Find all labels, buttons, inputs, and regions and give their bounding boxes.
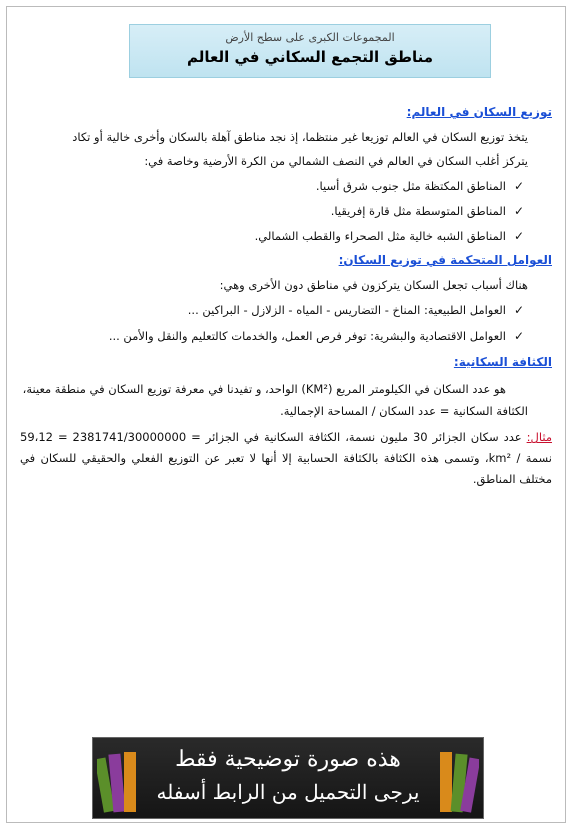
header-subtitle: المجموعات الكبرى على سطح الأرض: [225, 31, 395, 44]
paragraph: يتركز أغلب السكان في العالم في النصف الشمالي من الكرة الأرضية وخاصة في:: [144, 154, 528, 168]
paragraph: هو عدد السكان في الكيلومتر المربع (KM²) الواحد، و تفيدنا في معرفة توزيع السكان في منطقة معينة،: [22, 382, 506, 396]
paragraph: هناك أسباب تجعل السكان يتركزون في مناطق دون الأخرى وهي:: [219, 278, 528, 292]
section-title-density: الكثافة السكانية:: [453, 355, 552, 369]
list-item-text: العوامل الطبيعية: المناخ - التضاريس - المياه - الزلازل - البراكين ...: [187, 303, 506, 317]
formula-line: الكثافة السكانية = عدد السكان / المساحة الإجمالية.: [280, 404, 528, 418]
section-title-factors: العوامل المتحكمة في توزيع السكان:: [338, 253, 552, 267]
example-paragraph: [20, 427, 552, 490]
list-item: [20, 228, 552, 244]
checkmark-icon: ✓: [513, 303, 524, 317]
books-icon: [97, 744, 141, 814]
checkmark-icon: ✓: [513, 329, 524, 343]
list-item-text: المناطق الشبه خالية مثل الصحراء والقطب الشمالي.: [254, 229, 506, 243]
download-banner: [92, 737, 484, 819]
checkmark-icon: ✓: [513, 179, 524, 193]
banner-text: [143, 744, 433, 808]
paragraph: يتخذ توزيع السكان في العالم توزيعا غير منتظما، إذ نجد مناطق آهلة بالسكان وأخرى خالية أو تكاد: [72, 130, 528, 144]
books-icon: [435, 744, 479, 814]
checkmark-icon: ✓: [513, 229, 524, 243]
section-title-distribution: توزيع السكان في العالم:: [406, 105, 552, 119]
header-box: [129, 24, 491, 78]
example-text: عدد سكان الجزائر 30 مليون نسمة، الكثافة السكانية في الجزائر = 2381741/30000000 = 59،12 نسمة / km²، وتسمى هذه الكثافة بالكثافة الحسابية إلا أنها لا تعبر عن التوزيع الفعلي والحقيقي للسكان في مختلف المناطق.: [20, 430, 552, 486]
list-item-text: المناطق المكتظة مثل جنوب شرق أسيا.: [315, 179, 506, 193]
example-label: مثال:: [526, 430, 552, 444]
list-item: [20, 328, 552, 344]
header-title: مناطق التجمع السكاني في العالم: [186, 48, 434, 66]
list-item: [20, 203, 552, 219]
list-item-text: المناطق المتوسطة مثل قارة إفريقيا.: [330, 204, 506, 218]
banner-line-1: هذه صورة توضيحية فقط: [175, 747, 401, 772]
list-item: [20, 178, 552, 194]
list-item: [20, 302, 552, 318]
document-content: [20, 104, 552, 490]
banner-line-2: يرجى التحميل من الرابط أسفله: [156, 780, 420, 804]
checkmark-icon: ✓: [513, 204, 524, 218]
list-item-text: العوامل الاقتصادية والبشرية: توفر فرص العمل، والخدمات كالتعليم والنقل والأمن ...: [108, 329, 506, 343]
